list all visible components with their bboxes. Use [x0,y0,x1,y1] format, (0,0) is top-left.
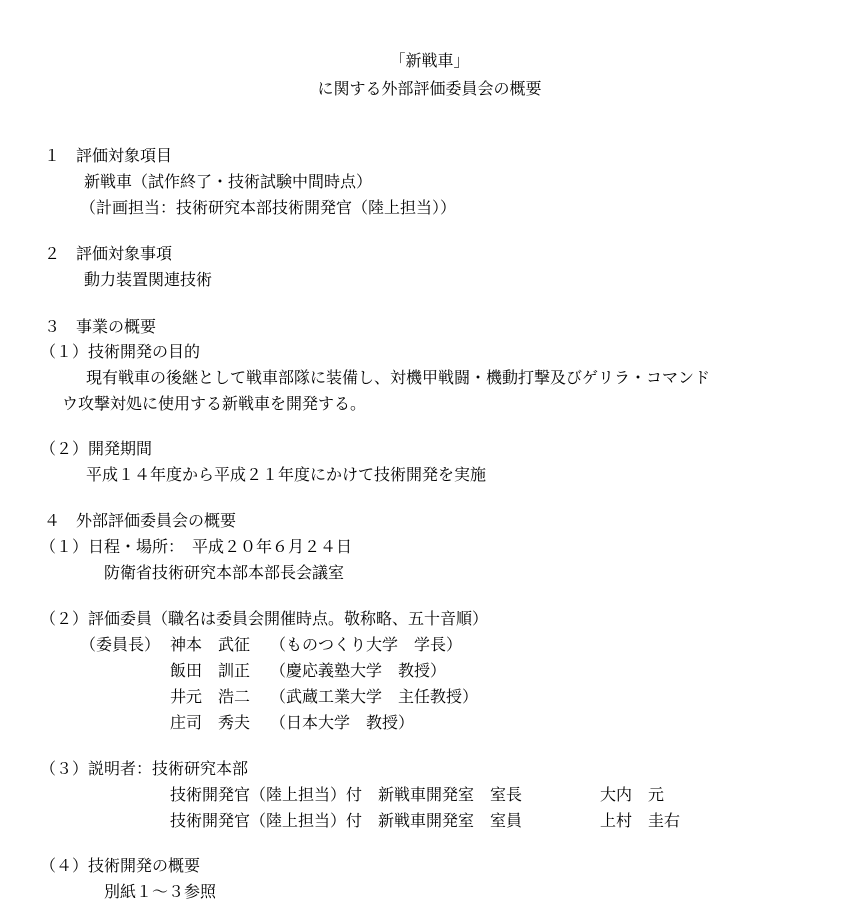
committee-member-name: 飯田 訓正 [170,661,251,680]
section-2-line-1: 動力装置関連技術 [84,270,213,289]
committee-member-name: 神本 武征 [170,635,251,654]
section-3-sub-2-heading: （２）開発期間 [40,439,153,458]
committee-member-affiliation: （武蔵工業大学 主任教授） [270,687,479,706]
presenter-name: 上村 圭右 [600,811,681,830]
presenter-post: 技術開発官（陸上担当）付 新戦車開発室 室長 [170,785,523,804]
committee-member-affiliation: （慶応義塾大学 教授） [270,661,447,680]
section-1-heading: １ 評価対象項目 [44,146,173,165]
section-3-sub-2-line-1: 平成１４年度から平成２１年度にかけて技術開発を実施 [86,465,487,484]
section-3-sub-1-line-1: 現有戦車の後継として戦車部隊に装備し、対機甲戦闘・機動打撃及びゲリラ・コマンド [86,368,711,387]
section-4-sub-4-heading: （４）技術開発の概要 [40,856,201,875]
section-4-sub-4-line-1: 別紙１～３参照 [104,882,217,901]
section-3-heading: ３ 事業の概要 [44,317,157,336]
presenter-post: 技術開発官（陸上担当）付 新戦車開発室 室員 [170,811,523,830]
section-2-heading: ２ 評価対象事項 [44,244,173,263]
committee-chair-role: （委員長） [80,635,161,654]
committee-member-affiliation: （ものつくり大学 学長） [270,635,463,654]
document-title: 「新戦車」 [389,51,470,70]
committee-member-affiliation: （日本大学 教授） [270,713,415,732]
section-3-sub-1-heading: （１）技術開発の目的 [40,342,201,361]
section-4-heading: ４ 外部評価委員会の概要 [44,511,237,530]
committee-member-name: 井元 浩二 [170,687,251,706]
committee-member-name: 庄司 秀夫 [170,713,251,732]
section-4-sub-1-line-1: 防衛省技術研究本部本部長会議室 [104,563,345,582]
document-subtitle: に関する外部評価委員会の概要 [317,79,542,98]
section-4-sub-1-heading: （１）日程・場所： 平成２０年６月２４日 [40,537,353,556]
section-4-sub-2-heading: （２）評価委員（職名は委員会開催時点。敬称略、五十音順） [40,609,489,628]
section-1-line-2: （計画担当：技術研究本部技術開発官（陸上担当）） [80,198,457,217]
section-4-sub-3-heading: （３）説明者：技術研究本部 [40,759,249,778]
section-3-sub-1-line-2: ウ攻撃対処に使用する新戦車を開発する。 [62,394,367,413]
section-1-line-1: 新戦車（試作終了・技術試験中間時点） [84,172,373,191]
presenter-name: 大内 元 [600,785,665,804]
